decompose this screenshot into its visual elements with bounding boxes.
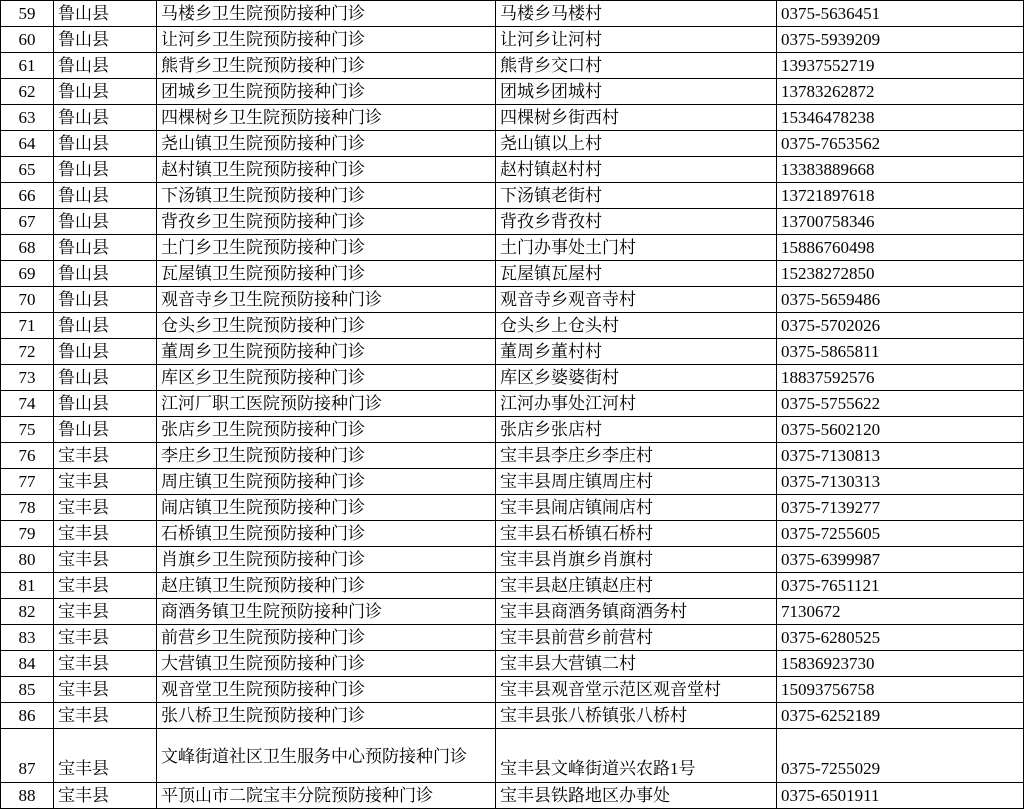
cell-phone: 0375-7653562 xyxy=(777,131,1024,157)
cell-phone: 15093756758 xyxy=(777,677,1024,703)
cell-county: 鲁山县 xyxy=(54,183,157,209)
cell-county: 鲁山县 xyxy=(54,209,157,235)
cell-address: 宝丰县石桥镇石桥村 xyxy=(496,521,777,547)
cell-index: 71 xyxy=(1,313,54,339)
cell-phone: 0375-6399987 xyxy=(777,547,1024,573)
table-row xyxy=(1,783,1024,809)
cell-phone: 0375-5702026 xyxy=(777,313,1024,339)
cell-index: 63 xyxy=(1,105,54,131)
cell-phone: 18837592576 xyxy=(777,365,1024,391)
cell-county: 宝丰县 xyxy=(54,547,157,573)
cell-county: 鲁山县 xyxy=(54,261,157,287)
table-row xyxy=(1,547,1024,573)
table-row xyxy=(1,157,1024,183)
cell-address: 张店乡张店村 xyxy=(496,417,777,443)
cell-phone: 13383889668 xyxy=(777,157,1024,183)
table-row xyxy=(1,313,1024,339)
cell-phone: 13783262872 xyxy=(777,79,1024,105)
cell-county: 宝丰县 xyxy=(54,469,157,495)
table-row xyxy=(1,469,1024,495)
table-row xyxy=(1,703,1024,729)
table-row xyxy=(1,521,1024,547)
cell-address: 宝丰县商酒务镇商酒务村 xyxy=(496,599,777,625)
cell-county: 宝丰县 xyxy=(54,677,157,703)
table-body xyxy=(1,1,1024,809)
cell-clinic-name: 江河厂职工医院预防接种门诊 xyxy=(157,391,496,417)
table-row xyxy=(1,183,1024,209)
cell-address: 宝丰县文峰街道兴农路1号 xyxy=(496,729,777,783)
cell-address: 董周乡董村村 xyxy=(496,339,777,365)
cell-clinic-name: 石桥镇卫生院预防接种门诊 xyxy=(157,521,496,547)
cell-phone: 15886760498 xyxy=(777,235,1024,261)
cell-address: 宝丰县前营乡前营村 xyxy=(496,625,777,651)
cell-index: 85 xyxy=(1,677,54,703)
cell-index: 73 xyxy=(1,365,54,391)
cell-index: 74 xyxy=(1,391,54,417)
cell-county: 宝丰县 xyxy=(54,625,157,651)
cell-clinic-name: 尧山镇卫生院预防接种门诊 xyxy=(157,131,496,157)
cell-address: 宝丰县铁路地区办事处 xyxy=(496,783,777,809)
table-row xyxy=(1,573,1024,599)
cell-index: 78 xyxy=(1,495,54,521)
cell-address: 宝丰县大营镇二村 xyxy=(496,651,777,677)
cell-address: 熊背乡交口村 xyxy=(496,53,777,79)
cell-county: 宝丰县 xyxy=(54,443,157,469)
cell-clinic-name: 张店乡卫生院预防接种门诊 xyxy=(157,417,496,443)
cell-county: 鲁山县 xyxy=(54,313,157,339)
cell-county: 宝丰县 xyxy=(54,651,157,677)
cell-index: 61 xyxy=(1,53,54,79)
table-row xyxy=(1,391,1024,417)
cell-address: 下汤镇老街村 xyxy=(496,183,777,209)
cell-county: 宝丰县 xyxy=(54,599,157,625)
cell-index: 60 xyxy=(1,27,54,53)
table-row xyxy=(1,53,1024,79)
cell-county: 鲁山县 xyxy=(54,235,157,261)
cell-county: 鲁山县 xyxy=(54,53,157,79)
cell-clinic-name: 李庄乡卫生院预防接种门诊 xyxy=(157,443,496,469)
table-row xyxy=(1,209,1024,235)
cell-county: 鲁山县 xyxy=(54,417,157,443)
cell-index: 65 xyxy=(1,157,54,183)
cell-clinic-name: 大营镇卫生院预防接种门诊 xyxy=(157,651,496,677)
cell-address: 背孜乡背孜村 xyxy=(496,209,777,235)
cell-phone: 0375-6501911 xyxy=(777,783,1024,809)
cell-clinic-name: 让河乡卫生院预防接种门诊 xyxy=(157,27,496,53)
table-row xyxy=(1,235,1024,261)
cell-phone: 0375-5659486 xyxy=(777,287,1024,313)
cell-phone: 15238272850 xyxy=(777,261,1024,287)
cell-clinic-name: 观音堂卫生院预防接种门诊 xyxy=(157,677,496,703)
cell-index: 86 xyxy=(1,703,54,729)
cell-clinic-name: 平顶山市二院宝丰分院预防接种门诊 xyxy=(157,783,496,809)
cell-index: 82 xyxy=(1,599,54,625)
cell-index: 67 xyxy=(1,209,54,235)
cell-clinic-name: 熊背乡卫生院预防接种门诊 xyxy=(157,53,496,79)
cell-address: 团城乡团城村 xyxy=(496,79,777,105)
cell-address: 赵村镇赵村村 xyxy=(496,157,777,183)
table-row xyxy=(1,443,1024,469)
cell-clinic-name: 观音寺乡卫生院预防接种门诊 xyxy=(157,287,496,313)
cell-index: 68 xyxy=(1,235,54,261)
cell-county: 宝丰县 xyxy=(54,729,157,783)
cell-county: 宝丰县 xyxy=(54,783,157,809)
cell-county: 宝丰县 xyxy=(54,703,157,729)
table-row xyxy=(1,651,1024,677)
cell-phone: 0375-7651121 xyxy=(777,573,1024,599)
table-row xyxy=(1,261,1024,287)
cell-index: 75 xyxy=(1,417,54,443)
table-row xyxy=(1,1,1024,27)
cell-phone: 13721897618 xyxy=(777,183,1024,209)
cell-address: 宝丰县闹店镇闹店村 xyxy=(496,495,777,521)
cell-county: 鲁山县 xyxy=(54,27,157,53)
cell-clinic-name: 背孜乡卫生院预防接种门诊 xyxy=(157,209,496,235)
cell-county: 鲁山县 xyxy=(54,365,157,391)
table-row xyxy=(1,79,1024,105)
cell-clinic-name: 前营乡卫生院预防接种门诊 xyxy=(157,625,496,651)
cell-clinic-name: 下汤镇卫生院预防接种门诊 xyxy=(157,183,496,209)
cell-phone: 13700758346 xyxy=(777,209,1024,235)
cell-index: 81 xyxy=(1,573,54,599)
cell-index: 59 xyxy=(1,1,54,27)
cell-clinic-name: 赵村镇卫生院预防接种门诊 xyxy=(157,157,496,183)
cell-address: 宝丰县肖旗乡肖旗村 xyxy=(496,547,777,573)
cell-phone: 0375-6252189 xyxy=(777,703,1024,729)
cell-phone: 0375-7255029 xyxy=(777,729,1024,783)
cell-phone: 0375-6280525 xyxy=(777,625,1024,651)
cell-phone: 0375-5636451 xyxy=(777,1,1024,27)
cell-county: 鲁山县 xyxy=(54,1,157,27)
cell-address: 库区乡婆婆街村 xyxy=(496,365,777,391)
cell-phone: 0375-5865811 xyxy=(777,339,1024,365)
cell-address: 让河乡让河村 xyxy=(496,27,777,53)
cell-clinic-name: 闹店镇卫生院预防接种门诊 xyxy=(157,495,496,521)
table-row xyxy=(1,625,1024,651)
cell-address: 仓头乡上仓头村 xyxy=(496,313,777,339)
cell-address: 观音寺乡观音寺村 xyxy=(496,287,777,313)
cell-phone: 0375-5755622 xyxy=(777,391,1024,417)
cell-clinic-name: 周庄镇卫生院预防接种门诊 xyxy=(157,469,496,495)
cell-address: 宝丰县张八桥镇张八桥村 xyxy=(496,703,777,729)
cell-county: 宝丰县 xyxy=(54,521,157,547)
cell-clinic-name: 马楼乡卫生院预防接种门诊 xyxy=(157,1,496,27)
cell-address: 土门办事处土门村 xyxy=(496,235,777,261)
cell-index: 88 xyxy=(1,783,54,809)
cell-phone: 15346478238 xyxy=(777,105,1024,131)
cell-address: 宝丰县周庄镇周庄村 xyxy=(496,469,777,495)
table-row xyxy=(1,339,1024,365)
cell-clinic-name: 张八桥卫生院预防接种门诊 xyxy=(157,703,496,729)
table-row xyxy=(1,131,1024,157)
cell-index: 69 xyxy=(1,261,54,287)
cell-index: 77 xyxy=(1,469,54,495)
cell-phone: 0375-5939209 xyxy=(777,27,1024,53)
cell-clinic-name: 商酒务镇卫生院预防接种门诊 xyxy=(157,599,496,625)
cell-clinic-name: 肖旗乡卫生院预防接种门诊 xyxy=(157,547,496,573)
cell-phone: 0375-5602120 xyxy=(777,417,1024,443)
cell-address: 瓦屋镇瓦屋村 xyxy=(496,261,777,287)
table-row xyxy=(1,27,1024,53)
table-row xyxy=(1,105,1024,131)
cell-index: 64 xyxy=(1,131,54,157)
cell-index: 84 xyxy=(1,651,54,677)
cell-index: 87 xyxy=(1,729,54,783)
cell-clinic-name: 董周乡卫生院预防接种门诊 xyxy=(157,339,496,365)
cell-county: 鲁山县 xyxy=(54,131,157,157)
cell-phone: 0375-7255605 xyxy=(777,521,1024,547)
cell-phone: 13937552719 xyxy=(777,53,1024,79)
table-row xyxy=(1,365,1024,391)
cell-address: 宝丰县赵庄镇赵庄村 xyxy=(496,573,777,599)
cell-clinic-name: 瓦屋镇卫生院预防接种门诊 xyxy=(157,261,496,287)
cell-county: 鲁山县 xyxy=(54,105,157,131)
cell-clinic-name: 仓头乡卫生院预防接种门诊 xyxy=(157,313,496,339)
cell-county: 鲁山县 xyxy=(54,287,157,313)
cell-phone: 0375-7130813 xyxy=(777,443,1024,469)
cell-address: 江河办事处江河村 xyxy=(496,391,777,417)
cell-index: 80 xyxy=(1,547,54,573)
cell-county: 宝丰县 xyxy=(54,495,157,521)
cell-clinic-name: 四棵树乡卫生院预防接种门诊 xyxy=(157,105,496,131)
cell-phone: 0375-7139277 xyxy=(777,495,1024,521)
cell-clinic-name: 赵庄镇卫生院预防接种门诊 xyxy=(157,573,496,599)
cell-index: 72 xyxy=(1,339,54,365)
cell-phone: 15836923730 xyxy=(777,651,1024,677)
cell-address: 尧山镇以上村 xyxy=(496,131,777,157)
cell-index: 76 xyxy=(1,443,54,469)
cell-clinic-name: 团城乡卫生院预防接种门诊 xyxy=(157,79,496,105)
cell-index: 70 xyxy=(1,287,54,313)
cell-county: 鲁山县 xyxy=(54,79,157,105)
cell-clinic-name: 文峰街道社区卫生服务中心预防接种门诊 xyxy=(157,729,496,783)
cell-address: 四棵树乡街西村 xyxy=(496,105,777,131)
cell-index: 62 xyxy=(1,79,54,105)
cell-address: 马楼乡马楼村 xyxy=(496,1,777,27)
cell-clinic-name: 库区乡卫生院预防接种门诊 xyxy=(157,365,496,391)
cell-index: 83 xyxy=(1,625,54,651)
cell-clinic-name: 土门乡卫生院预防接种门诊 xyxy=(157,235,496,261)
table-row xyxy=(1,287,1024,313)
table-row xyxy=(1,599,1024,625)
table-row xyxy=(1,729,1024,783)
cell-index: 66 xyxy=(1,183,54,209)
cell-county: 鲁山县 xyxy=(54,391,157,417)
table-row xyxy=(1,417,1024,443)
cell-address: 宝丰县观音堂示范区观音堂村 xyxy=(496,677,777,703)
table-row xyxy=(1,495,1024,521)
table-row xyxy=(1,677,1024,703)
cell-county: 鲁山县 xyxy=(54,157,157,183)
cell-index: 79 xyxy=(1,521,54,547)
cell-phone: 7130672 xyxy=(777,599,1024,625)
cell-county: 鲁山县 xyxy=(54,339,157,365)
cell-address: 宝丰县李庄乡李庄村 xyxy=(496,443,777,469)
cell-phone: 0375-7130313 xyxy=(777,469,1024,495)
cell-county: 宝丰县 xyxy=(54,573,157,599)
